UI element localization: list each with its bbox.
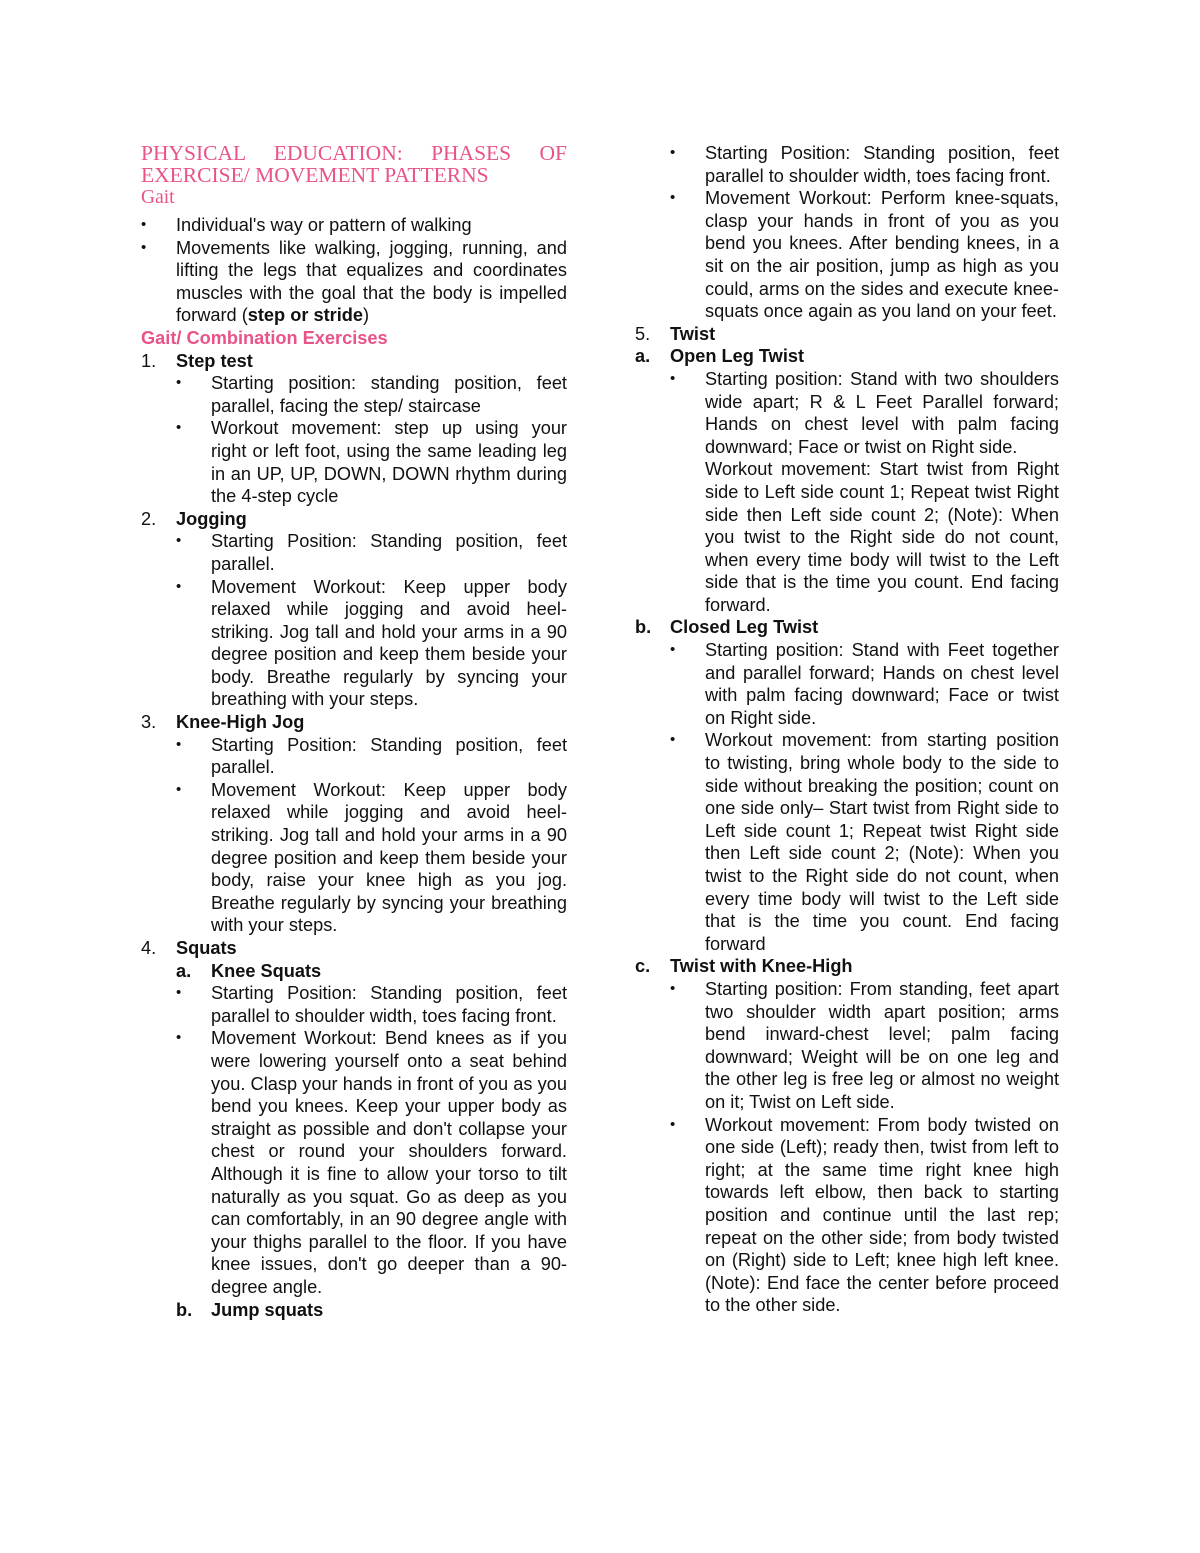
gait-bullet-2-close: ) [362, 305, 370, 326]
jogging-number: 2. [141, 508, 157, 529]
step-test-bullet-2: • Workout movement: step up using your right or left foot, using the same leading leg in an UP, UP, DOWN, DOWN rhythm during the 4-step cycle [176, 417, 567, 507]
twist-heading [635, 323, 1059, 346]
knee-squats-bullet-2: • Movement Workout: Bend knees as if you were lowering yourself onto a seat behind you. Clasp your hands in front of you as you bend you knees. Keep your upper body as straight as possible and don't collapse your chest or round your shoulders forward. Although it is fine to allow your torso to tilt naturally as you squat. Go as deep as you can comfortably, in an 90 degree angle with your thighs parallel to the floor. If you have knee issues, don't go deeper than a 90-degree angle. [176, 1027, 567, 1298]
jogging-label: Jogging [176, 508, 247, 529]
step-test-heading [141, 350, 567, 373]
step-test-label: Step test [176, 350, 253, 371]
knee-high-jog-bullet-1: • Starting Position: Standing position, feet parallel. [176, 734, 567, 779]
step-test-number: 1. [141, 350, 157, 371]
open-leg-twist-label: Open Leg Twist [670, 346, 805, 367]
combination-heading: Gait/ Combination Exercises [141, 327, 388, 348]
right-column [635, 142, 1059, 1317]
jump-squats-bullet-2: • Movement Workout: Perform knee-squats, clasp your hands in front of you as you bend you knees. After bending knees, in a sit on the air position, jump as high as you could, arms on the sides and execute knee-squats once again as you land on your feet. [670, 187, 1059, 323]
jump-squats-bullet-1: • Starting Position: Standing position, feet parallel to shoulder width, toes facing front. [670, 142, 1059, 187]
gait-bullet-1: • Individual's way or pattern of walking [141, 214, 567, 237]
knee-high-jog-number: 3. [141, 712, 157, 733]
knee-high-twist-heading [635, 955, 1059, 978]
jogging-heading [141, 508, 567, 531]
step-test-bullet-1: • Starting position: standing position, feet parallel, facing the step/ staircase [176, 372, 567, 417]
knee-squats-heading [176, 960, 567, 983]
page-title: PHYSICAL EDUCATION: PHASES OF EXERCISE/ MOVEMENT PATTERNS [141, 141, 567, 187]
squats-heading [141, 937, 567, 960]
knee-high-jog-heading [141, 711, 567, 734]
squats-number: 4. [141, 938, 157, 958]
closed-leg-twist-bullet-2: • Workout movement: from starting position to twisting, bring whole body to the side to side without breaking the position; count on one side only– Start twist from Right side to Left side count 1; Repeat twist Right side then Left side count 2; (Note): When you twist to the Right side do not count, when every time body will twist to the Left side that is the time you count. End facing forward [670, 729, 1059, 955]
knee-high-twist-bullet-2: • Workout movement: From body twisted on one side (Left); ready then, twist from left to right; at the same time right knee high towards left elbow, then back to starting position and continue until the last rep; repeat on the other side; from body twisted on (Right) side to Left; knee high left knee. (Note): End face the center before proceed to the other side. [670, 1114, 1059, 1317]
open-leg-twist-heading [635, 345, 1059, 368]
knee-high-twist-bullet-1: • Starting position: From standing, feet apart two shoulder width apart position; arms bend inward-chest level; palm facing downward; Weight will be on one leg and the other leg is free leg or almost no weight on it; Twist on Left side. [670, 978, 1059, 1114]
closed-leg-twist-bullet-1: • Starting position: Stand with Feet together and parallel forward; Hands on chest level with palm facing downward; Face or twist on Right side. [670, 639, 1059, 729]
jogging-bullet-2: • Movement Workout: Keep upper body relaxed while jogging and avoid heel-striking. Jog tall and hold your arms in a 90 degree position and keep them beside your body. Breathe regularly by syncing your breathing with your steps. [176, 576, 567, 712]
gait-bullet-2-text: Movements like walking, jogging, running, and lifting the legs that equalizes and coordinates muscles with the goal that the body is impelled forward ( [176, 237, 567, 326]
knee-squats-label: Knee Squats [211, 960, 322, 981]
twist-label: Twist [670, 323, 716, 344]
gait-bullet-2-bold: step or stride [247, 305, 363, 326]
knee-squats-letter: a. [176, 960, 192, 981]
jogging-bullet-1: • Starting Position: Standing position, feet parallel. [176, 530, 567, 575]
knee-high-twist-letter: c. [635, 956, 651, 977]
knee-high-jog-bullet-2: • Movement Workout: Keep upper body relaxed while jogging and avoid heel-striking. Jog tall and hold your arms in a 90 degree position and keep them beside your body, raise your knee high as you jog. Breathe regularly by syncing your breathing with your steps. [176, 779, 567, 937]
closed-leg-twist-heading [635, 616, 1059, 639]
jump-squats-heading [176, 1299, 567, 1322]
open-leg-twist-letter: a. [635, 346, 651, 367]
jump-squats-letter: b. [176, 1299, 193, 1320]
knee-high-twist-label: Twist with Knee-High [670, 956, 853, 977]
twist-number: 5. [635, 323, 651, 344]
gait-bullet-2 [141, 237, 567, 327]
closed-leg-twist-letter: b. [635, 617, 652, 638]
open-leg-twist-movement: Workout movement: Start twist from Right side to Left side count 1; Repeat twist Right side then Left side count 2; (Note): When you twist to the Right side do not count, when every time body will twist to the Left side that is the time you count. End facing forward. [705, 459, 1059, 615]
gait-heading: Gait [141, 187, 175, 208]
knee-squats-bullet-1: • Starting Position: Standing position, feet parallel to shoulder width, toes facing front. [176, 982, 567, 1027]
jump-squats-label: Jump squats [211, 1299, 324, 1320]
squats-label: Squats [176, 938, 237, 958]
open-leg-twist-bullet: • Starting position: Stand with two shoulders wide apart; R & L Feet Parallel forward; Hands on chest level with palm facing downward; Face or twist on Right side. [670, 368, 1059, 458]
closed-leg-twist-label: Closed Leg Twist [670, 617, 819, 638]
left-column [141, 142, 567, 1321]
knee-high-jog-label: Knee-High Jog [176, 712, 305, 733]
